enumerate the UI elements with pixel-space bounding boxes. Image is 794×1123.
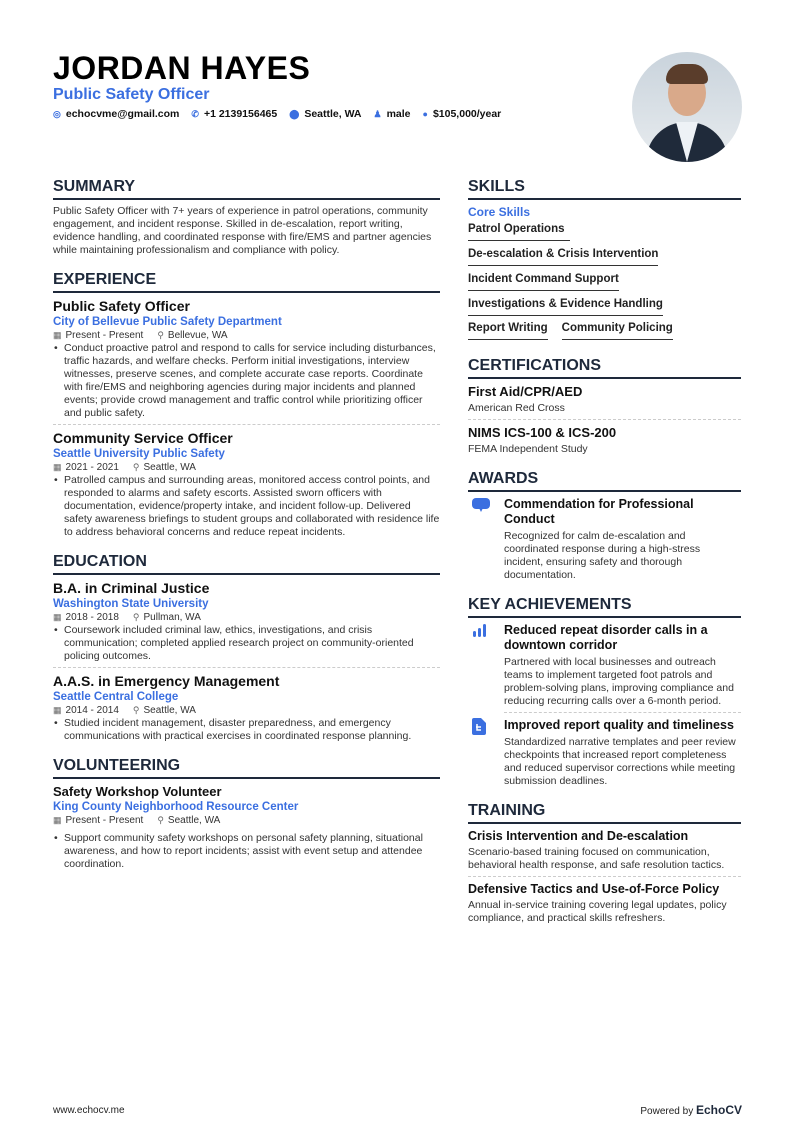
location: Seattle, WA (167, 815, 221, 826)
location-pin-icon: ⬤ (289, 109, 300, 119)
degree: A.A.S. in Emergency Management (53, 673, 280, 689)
bullet: • Patrolled campus and surrounding areas, monitored access control points, and responded to alarms and safety escorts. Assisted sworn officers with documentation, evidence/property intake, and incident follow-up. Delivered safety awareness briefings to student groups and collaborated with residence life to address behavioral concerns and reduce repeat incidents. (53, 474, 440, 539)
training-title: Crisis Intervention and De-escalation (468, 829, 689, 843)
education-section (53, 553, 440, 743)
bar-chart-icon (468, 623, 490, 708)
skill: Incident Command Support (468, 270, 619, 291)
candidate-title: Public Safety Officer (53, 86, 210, 103)
skill: De-escalation & Crisis Intervention (468, 245, 658, 266)
location-pin-icon: ⚲ (132, 705, 140, 715)
training-text: Annual in-service training covering legal updates, policy compliance, and practical skills refreshers. (468, 899, 727, 924)
left-column (53, 178, 440, 885)
location-pin-icon: ⚲ (132, 612, 140, 622)
dates: 2014 - 2014 (65, 705, 119, 716)
achievement-title: Improved report quality and timeliness (504, 718, 734, 732)
training-title: Defensive Tactics and Use-of-Force Policy (468, 882, 720, 896)
section-heading: TRAINING (468, 802, 741, 824)
organization: Seattle University Public Safety (53, 448, 225, 460)
skill: Report Writing (468, 319, 548, 340)
powered-label: Powered by (640, 1106, 694, 1117)
section-heading: AWARDS (468, 470, 741, 492)
summary-section (53, 178, 440, 257)
money-icon: ● (422, 109, 428, 119)
certification-issuer: FEMA Independent Study (468, 443, 588, 455)
location: Bellevue, WA (167, 330, 228, 341)
location: Pullman, WA (143, 612, 201, 623)
document-icon (468, 718, 490, 788)
calendar-icon: ▦ (53, 705, 62, 715)
volunteering-section (53, 757, 440, 871)
training-text: Scenario-based training focused on communication, behavioral health response, and safe resolution tactics. (468, 846, 725, 871)
section-heading: EDUCATION (53, 553, 440, 575)
role: Safety Workshop Volunteer (53, 784, 222, 799)
calendar-icon: ▦ (53, 330, 62, 340)
achievement-text: Standardized narrative templates and peer review checkpoints that increased report completeness and reduced supervisor corrections while meeting submission deadlines. (504, 736, 736, 787)
certification-name: First Aid/CPR/AED (468, 384, 583, 399)
calendar-icon: ▦ (53, 462, 62, 472)
divider (53, 424, 440, 425)
location: Seattle, WA (143, 705, 196, 716)
skill-group-title: Core Skills (468, 205, 531, 219)
salary: $105,000/year (432, 108, 502, 120)
dates: 2021 - 2021 (65, 462, 119, 473)
section-heading: SUMMARY (53, 178, 440, 200)
footer-website[interactable]: www.echocv.me (53, 1105, 125, 1116)
divider (53, 667, 440, 668)
awards-section (468, 470, 741, 582)
phone-icon: ✆ (191, 109, 199, 119)
location-pin-icon: ⚲ (157, 330, 164, 340)
divider (504, 712, 741, 713)
section-heading: SKILLS (468, 178, 741, 200)
dates: Present - Present (65, 330, 144, 341)
candidate-name: JORDAN HAYES (53, 50, 311, 86)
dates: Present - Present (65, 815, 144, 826)
phone[interactable]: +1 2139156465 (203, 108, 278, 120)
bullet: • Coursework included criminal law, ethics, investigations, and crisis communication; completed applied research project on community-oriented policing outcomes. (53, 624, 440, 663)
organization: City of Bellevue Public Safety Department (53, 316, 282, 328)
section-heading: EXPERIENCE (53, 271, 440, 293)
dates: 2018 - 2018 (65, 612, 119, 623)
experience-item (53, 430, 440, 539)
certifications-section (468, 357, 741, 456)
award-title: Commendation for Professional Conduct (504, 497, 694, 526)
award-text: Recognized for calm de-escalation and coordinated response during a high-stress incident, ensuring safety and thorough documentation. (504, 530, 701, 581)
contact-info (53, 108, 501, 120)
certification-name: NIMS ICS-100 & ICS-200 (468, 425, 617, 440)
summary-text: Public Safety Officer with 7+ years of experience in patrol operations, community engagement, and incident response. Skilled in de-escalation, report writing, evidence handling, and coordinated response with fire/EMS and partner agencies while maintaining professionalism and compliance with policy. (53, 205, 432, 256)
footer-powered-by (640, 1103, 742, 1117)
at-icon: ◎ (53, 109, 61, 119)
gender: male (386, 108, 411, 120)
location-pin-icon: ⚲ (157, 815, 164, 825)
school: Seattle Central College (53, 691, 179, 703)
divider (468, 419, 741, 420)
brand-logo[interactable]: EchoCV (695, 1103, 742, 1117)
skills-section (468, 178, 741, 343)
achievements-section (468, 596, 741, 788)
achievement-item (468, 623, 741, 708)
organization: King County Neighborhood Resource Center (53, 801, 299, 813)
chat-bubble-icon (468, 497, 490, 582)
skill: Community Policing (562, 319, 673, 340)
calendar-icon: ▦ (53, 612, 62, 622)
award-item (468, 497, 741, 582)
volunteering-item (53, 784, 440, 871)
role: Community Service Officer (53, 430, 233, 446)
degree: B.A. in Criminal Justice (53, 580, 210, 596)
achievement-text: Partnered with local businesses and outreach teams to implement targeted foot patrols and problem-solving plans, improving compliance and reducing recurring calls over a 6-month period. (504, 656, 734, 707)
education-item (53, 673, 440, 743)
profile-photo (632, 52, 742, 162)
person-icon: ♟ (373, 109, 382, 119)
achievement-title: Reduced repeat disorder calls in a downtown corridor (504, 623, 708, 652)
location: Seattle, WA (304, 108, 362, 120)
experience-section (53, 271, 440, 539)
calendar-icon: ▦ (53, 815, 62, 825)
training-section (468, 802, 741, 925)
email[interactable]: echocvme@gmail.com (65, 108, 180, 120)
bullet: • Conduct proactive patrol and respond to calls for service including disturbances, traffic hazards, and welfare checks. Perform initial investigations, interview witnesses, preserve scenes, and complete accurate case reports. Coordinate with fire/EMS and neighboring agencies during major incidents and planned events; provide crowd management and traffic control while prioritizing officer and public safety. (53, 342, 440, 420)
certification-issuer: American Red Cross (468, 402, 565, 414)
location: Seattle, WA (143, 462, 196, 473)
section-heading: CERTIFICATIONS (468, 357, 741, 379)
section-heading: VOLUNTEERING (53, 757, 440, 779)
skill: Investigations & Evidence Handling (468, 295, 663, 316)
experience-item (53, 298, 440, 420)
education-item (53, 580, 440, 663)
bullet: • Support community safety workshops on personal safety planning, situational awareness, and how to report incidents; assist with event setup and attendee coordination. (53, 832, 440, 871)
achievement-item (468, 718, 741, 788)
school: Washington State University (53, 598, 209, 610)
bullet: • Studied incident management, disaster preparedness, and emergency communications with practical exercises in coordinated response planning. (53, 717, 440, 743)
divider (468, 876, 741, 877)
role: Public Safety Officer (53, 298, 190, 314)
right-column (468, 178, 741, 939)
location-pin-icon: ⚲ (132, 462, 140, 472)
skill: Patrol Operations (468, 220, 570, 241)
section-heading: KEY ACHIEVEMENTS (468, 596, 741, 618)
